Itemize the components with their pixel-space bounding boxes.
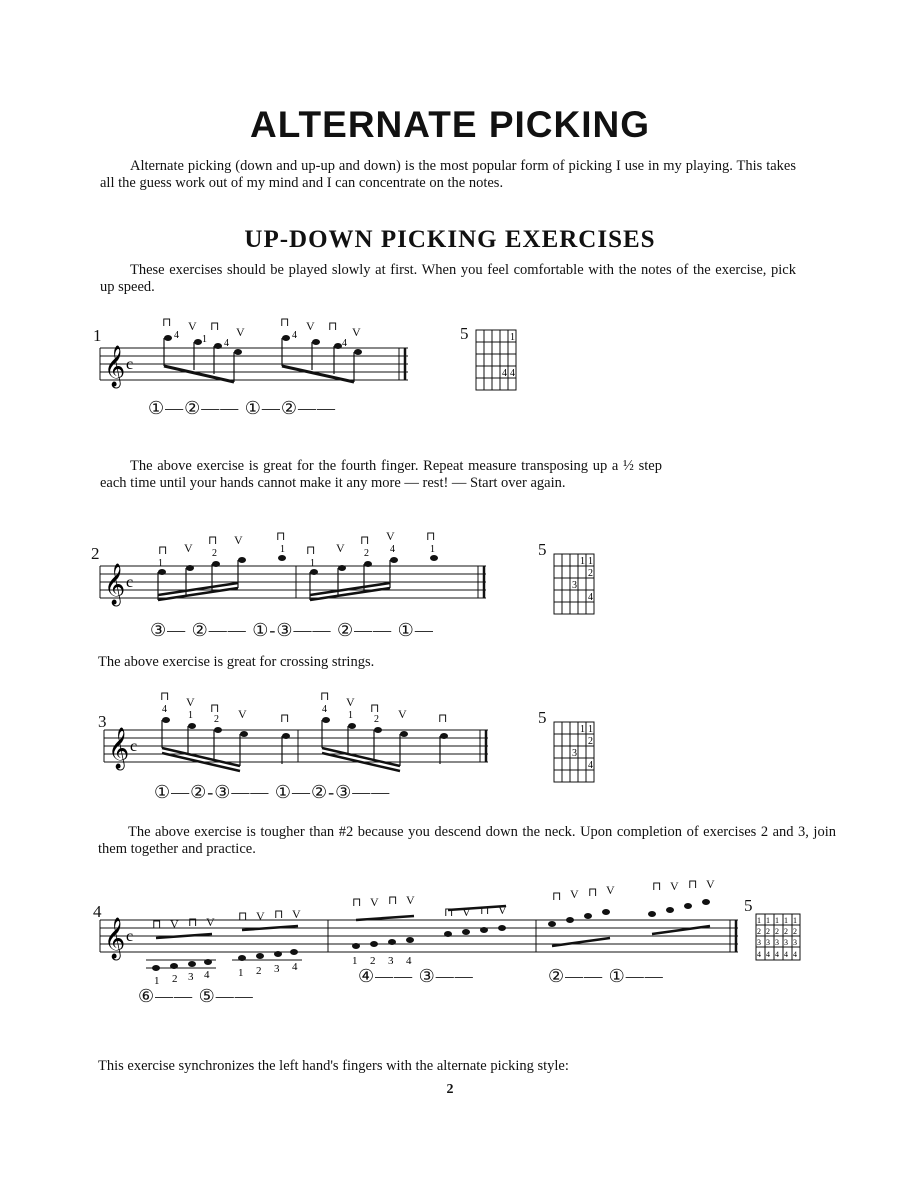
section-intro-paragraph: These exercises should be played slowly at first. When you feel comfortable with the notes of the exercise, pick up speed. (100, 262, 796, 295)
svg-text:V: V (606, 883, 615, 897)
svg-text:1: 1 (202, 334, 207, 345)
svg-text:2: 2 (793, 927, 797, 936)
svg-text:⊓: ⊓ (238, 909, 248, 923)
svg-text:V: V (206, 915, 215, 929)
svg-text:2: 2 (256, 965, 262, 977)
svg-text:2: 2 (364, 548, 369, 559)
svg-text:1: 1 (766, 916, 770, 925)
svg-text:⊓: ⊓ (162, 315, 172, 329)
svg-text:⊓: ⊓ (152, 917, 162, 931)
svg-text:1: 1 (588, 724, 593, 735)
svg-text:⊓: ⊓ (160, 689, 170, 703)
exercise-1-string-indicators: ①—②—— ①—②—— (148, 398, 337, 418)
exercise-1-fret-position: 5 (460, 324, 469, 343)
exercise-2-number: 2 (91, 544, 100, 563)
svg-text:1: 1 (775, 916, 779, 925)
svg-text:1: 1 (280, 544, 285, 555)
exercise-3-chord-diagram (552, 720, 600, 786)
svg-text:V: V (186, 695, 195, 709)
svg-text:3: 3 (274, 963, 280, 975)
page-title: ALTERNATE PICKING (249, 104, 650, 145)
svg-text:⊓: ⊓ (652, 879, 662, 893)
svg-text:V: V (292, 907, 301, 921)
svg-text:⊓: ⊓ (370, 701, 380, 715)
svg-text:2: 2 (766, 927, 770, 936)
svg-text:4: 4 (775, 950, 779, 959)
exercise-3-caption: The above exercise is tougher than #2 because you descend down the neck. Upon completion of exercises 2 and 3, join them together and practice. (98, 824, 836, 857)
svg-text:V: V (234, 533, 243, 547)
svg-text:⊓: ⊓ (588, 885, 598, 899)
exercise-4-staff (96, 877, 746, 987)
svg-text:1: 1 (352, 955, 358, 967)
svg-text:⊓: ⊓ (320, 689, 330, 703)
svg-text:2: 2 (588, 736, 593, 747)
svg-text:4: 4 (162, 704, 167, 715)
exercise-2-chord-diagram (552, 552, 600, 618)
svg-text:c: c (130, 738, 138, 755)
svg-text:⊓: ⊓ (388, 893, 398, 907)
svg-text:4: 4 (204, 969, 210, 981)
svg-text:2: 2 (775, 927, 779, 936)
svg-text:V: V (170, 917, 179, 931)
svg-text:4: 4 (322, 704, 327, 715)
svg-text:c: c (126, 928, 134, 945)
svg-text:4: 4 (510, 368, 515, 379)
svg-text:⊓: ⊓ (210, 701, 220, 715)
exercise-4-fret-position: 5 (744, 896, 753, 915)
svg-text:𝄞: 𝄞 (104, 918, 126, 958)
svg-text:4: 4 (174, 330, 179, 341)
svg-text:3: 3 (572, 580, 577, 591)
svg-text:⊓: ⊓ (438, 711, 448, 725)
page-number: 2 (446, 1082, 454, 1097)
svg-text:𝄞: 𝄞 (104, 346, 126, 386)
svg-text:2: 2 (784, 927, 788, 936)
section-subtitle: UP-DOWN PICKING EXERCISES (244, 226, 656, 253)
svg-text:⊓: ⊓ (274, 907, 284, 921)
svg-text:1: 1 (158, 558, 163, 569)
exercise-4-chord-diagram (754, 912, 806, 964)
svg-text:⊓: ⊓ (276, 529, 286, 543)
svg-text:⊓: ⊓ (208, 533, 218, 547)
svg-text:V: V (236, 325, 245, 339)
svg-text:1: 1 (793, 916, 797, 925)
exercise-3-string-indicators: ①—②-③—— ①—②-③—— (154, 782, 391, 802)
svg-text:V: V (184, 541, 193, 555)
svg-text:V: V (238, 707, 247, 721)
svg-text:2: 2 (374, 714, 379, 725)
exercise-2-fret-position: 5 (538, 540, 547, 559)
svg-text:1: 1 (430, 544, 435, 555)
svg-text:V: V (346, 695, 355, 709)
svg-text:1: 1 (580, 556, 585, 567)
exercise-3-staff (100, 690, 500, 770)
svg-text:𝄞: 𝄞 (104, 564, 126, 604)
exercise-1-caption: The above exercise is great for the fourth finger. Repeat measure transposing up a ½ step each time until your hands cannot make it any more — rest! — Start over again. (100, 458, 662, 491)
exercise-1-chord-diagram (474, 328, 522, 394)
svg-text:𝄞: 𝄞 (108, 728, 130, 768)
exercise-4-string-indicators-b: ④—— ③—— (358, 966, 474, 986)
svg-text:⊓: ⊓ (210, 319, 220, 333)
svg-text:⊓: ⊓ (552, 889, 562, 903)
svg-text:4: 4 (588, 760, 593, 771)
svg-text:V: V (188, 319, 197, 333)
exercise-1-number: 1 (93, 326, 102, 345)
svg-text:V: V (462, 905, 471, 919)
svg-text:⊓: ⊓ (444, 905, 454, 919)
exercise-4-number: 4 (93, 902, 102, 921)
svg-text:⊓: ⊓ (280, 315, 290, 329)
svg-text:3: 3 (572, 748, 577, 759)
svg-text:3: 3 (784, 938, 788, 947)
svg-text:⊓: ⊓ (360, 533, 370, 547)
exercise-3-fret-position: 5 (538, 708, 547, 727)
svg-text:4: 4 (292, 330, 297, 341)
svg-text:V: V (256, 909, 265, 923)
svg-text:V: V (352, 325, 361, 339)
svg-text:V: V (406, 893, 415, 907)
svg-text:1: 1 (188, 710, 193, 721)
svg-text:4: 4 (390, 544, 395, 555)
svg-text:2: 2 (757, 927, 761, 936)
intro-paragraph: Alternate picking (down and up-up and down) is the most popular form of picking I use in my playing. This takes all the guess work out of my mind and I can concentrate on the notes. (100, 158, 796, 191)
svg-text:c: c (126, 356, 134, 373)
svg-text:4: 4 (588, 592, 593, 603)
svg-text:V: V (370, 895, 379, 909)
svg-text:4: 4 (342, 338, 347, 349)
svg-text:V: V (306, 319, 315, 333)
svg-text:3: 3 (757, 938, 761, 947)
svg-text:1: 1 (310, 558, 315, 569)
svg-text:2: 2 (172, 973, 178, 985)
svg-text:V: V (706, 877, 715, 891)
svg-text:4: 4 (502, 368, 507, 379)
svg-text:⊓: ⊓ (188, 915, 198, 929)
exercise-1-staff (96, 312, 416, 392)
svg-text:⊓: ⊓ (280, 711, 290, 725)
svg-text:V: V (398, 707, 407, 721)
svg-text:1: 1 (154, 975, 160, 987)
svg-text:3: 3 (766, 938, 770, 947)
exercise-4-caption: This exercise synchronizes the left hand's fingers with the alternate picking style: (98, 1058, 569, 1074)
svg-text:V: V (670, 879, 679, 893)
svg-text:4: 4 (784, 950, 788, 959)
svg-text:4: 4 (793, 950, 797, 959)
svg-text:4: 4 (406, 955, 412, 967)
svg-text:c: c (126, 574, 134, 591)
exercise-4-string-indicators-c: ②—— ①—— (548, 966, 664, 986)
exercise-2-string-indicators: ③— ②—— ①-③—— ②—— ①— (150, 620, 434, 640)
svg-text:⊓: ⊓ (688, 877, 698, 891)
svg-text:1: 1 (588, 556, 593, 567)
svg-text:V: V (498, 903, 507, 917)
svg-text:⊓: ⊓ (306, 543, 316, 557)
exercise-3-number: 3 (98, 712, 107, 731)
svg-text:⊓: ⊓ (480, 903, 490, 917)
svg-text:2: 2 (588, 568, 593, 579)
svg-text:1: 1 (784, 916, 788, 925)
svg-text:1: 1 (238, 967, 244, 979)
exercise-2-staff (96, 528, 496, 608)
svg-text:V: V (386, 529, 395, 543)
svg-text:V: V (570, 887, 579, 901)
svg-text:4: 4 (757, 950, 761, 959)
svg-text:⊓: ⊓ (158, 543, 168, 557)
svg-text:⊓: ⊓ (426, 529, 436, 543)
svg-text:3: 3 (388, 955, 394, 967)
svg-text:4: 4 (224, 338, 229, 349)
svg-text:1: 1 (580, 724, 585, 735)
svg-text:3: 3 (793, 938, 797, 947)
svg-text:4: 4 (292, 961, 298, 973)
svg-text:4: 4 (766, 950, 770, 959)
svg-text:3: 3 (775, 938, 779, 947)
svg-text:3: 3 (188, 971, 194, 983)
svg-text:1: 1 (757, 916, 761, 925)
svg-text:2: 2 (214, 714, 219, 725)
exercise-2-caption: The above exercise is great for crossing strings. (98, 654, 375, 670)
svg-text:1: 1 (510, 332, 515, 343)
svg-text:⊓: ⊓ (328, 319, 338, 333)
exercise-4-string-indicators-a: ⑥—— ⑤—— (138, 986, 254, 1006)
svg-text:2: 2 (370, 955, 376, 967)
svg-text:V: V (336, 541, 345, 555)
svg-text:2: 2 (212, 548, 217, 559)
svg-text:1: 1 (348, 710, 353, 721)
svg-text:⊓: ⊓ (352, 895, 362, 909)
